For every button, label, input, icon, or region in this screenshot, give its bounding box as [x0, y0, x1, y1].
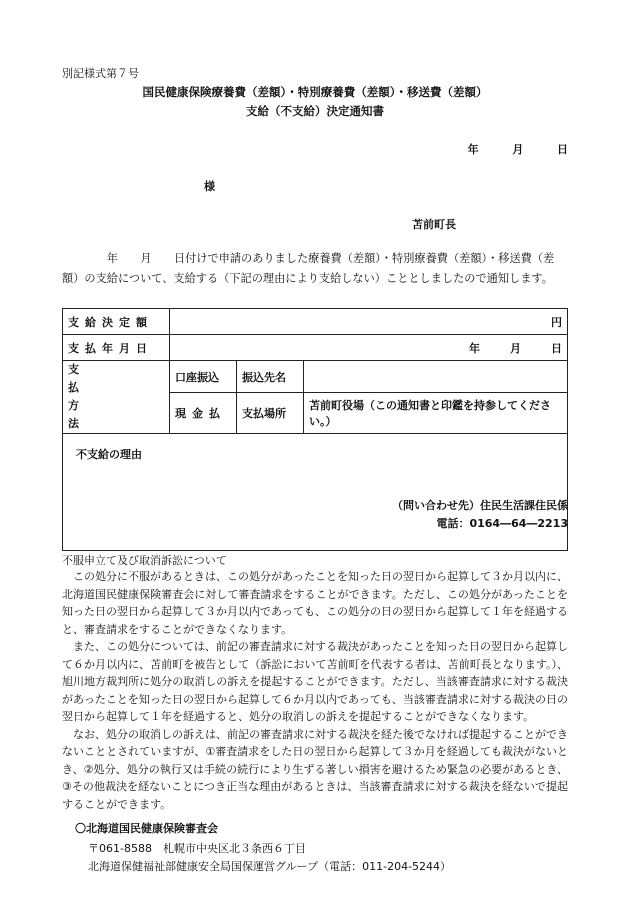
cash-label: 現金払 — [170, 393, 237, 434]
month-label: 月 — [512, 143, 524, 156]
contact-info: （問い合わせ先）住民生活課住民係 — [392, 499, 568, 512]
transfer-dest-value — [304, 361, 568, 393]
document-title: 国民健康保険療養費（差額）・特別療養費（差額）・移送費（差額） — [142, 85, 488, 99]
appeal-body — [62, 568, 568, 813]
org-dept: 北海道保健福祉部健康安全局国保運営グループ（電話：011-204-5244） — [88, 860, 452, 873]
payment-method-label: 支払方法 — [63, 361, 170, 434]
amount-unit: 円 — [170, 309, 568, 335]
form-number: 別記様式第７号 — [62, 67, 139, 80]
appeal-paragraph: この処分に不服があるときは、この処分があったことを知った日の翌日から起算して３か月以内に、北海道国民健康保険審査会に対して審査請求をすることができます。ただし、この処分があったことを知った日の翌日から起算して３か月以内であっても、この処分の日の翌日から起算して１年を経過すると、審査請求をすることができなくなります。 — [62, 570, 568, 636]
appeal-paragraph: なお、処分の取消しの訴えは、前記の審査請求に対する裁決を経た後でなければ提起することができないこととされていますが、①審査請求をした日の翌日から起算して３か月を経過しても裁決がないとき、②処分、処分の執行又は手続の続行により生ずる著しい損害を避けるため緊急の必要があるとき、③その他裁決を経ないことにつき正当な理由があるときは、当該審査請求に対する裁決を経ないで提起することができます。 — [62, 727, 568, 811]
transfer-dest-label: 振込先名 — [237, 361, 304, 393]
org-address: 〒061-8588 札幌市中央区北３条西６丁目 — [88, 842, 306, 855]
day-label: 日 — [557, 143, 568, 156]
phone-number: 電話：0164―64―2213 — [436, 517, 568, 530]
pay-place-label: 支払場所 — [237, 393, 304, 434]
issuer: 苫前町長 — [412, 218, 456, 231]
pay-place-value: 苫前町役場（この通知書と印鑑を持参してください。） — [304, 393, 568, 434]
document-subtitle: 支給（不支給）決定通知書 — [246, 104, 384, 118]
appeal-paragraph: また、この処分については、前記の審査請求に対する裁決があったことを知った日の翌日から起算して６か月以内に、苫前町を被告として（訴訟において苫前町を代表する者は、苫前町長となります。）、旭川地方裁判所に処分の取消しの訴えを提起することができます。ただし、当該審査請求に対する裁決があったことを知った日の翌日から起算して６か月以内であっても、当該審査請求に対する裁決の日の翌日から起算して１年を経過すると、処分の取消しの訴えを提起することができなくなります。 — [62, 640, 568, 723]
addressee-suffix: 様 — [204, 180, 215, 193]
intro-text: 年 月 日付けで申請のありました療養費（差額）・特別療養費（差額）・移送費（差額）の支給について、支給する（下記の理由により支給しない）こととしましたので通知します。 — [62, 252, 555, 285]
bank-transfer-label: 口座振込 — [170, 361, 237, 393]
appeal-heading: 不服申立て及び取消訴訟について — [62, 554, 227, 567]
issue-date — [468, 141, 568, 157]
year-label: 年 — [467, 143, 479, 156]
org-name: 〇北海道国民健康保険審査会 — [75, 822, 218, 835]
reason-label: 不支給の理由 — [76, 448, 142, 461]
pay-date-value: 年 月 日 — [170, 335, 568, 361]
reason-cell — [63, 434, 568, 551]
pay-date-label: 支払年月日 — [63, 335, 170, 361]
amount-label: 支給決定額 — [63, 309, 170, 335]
